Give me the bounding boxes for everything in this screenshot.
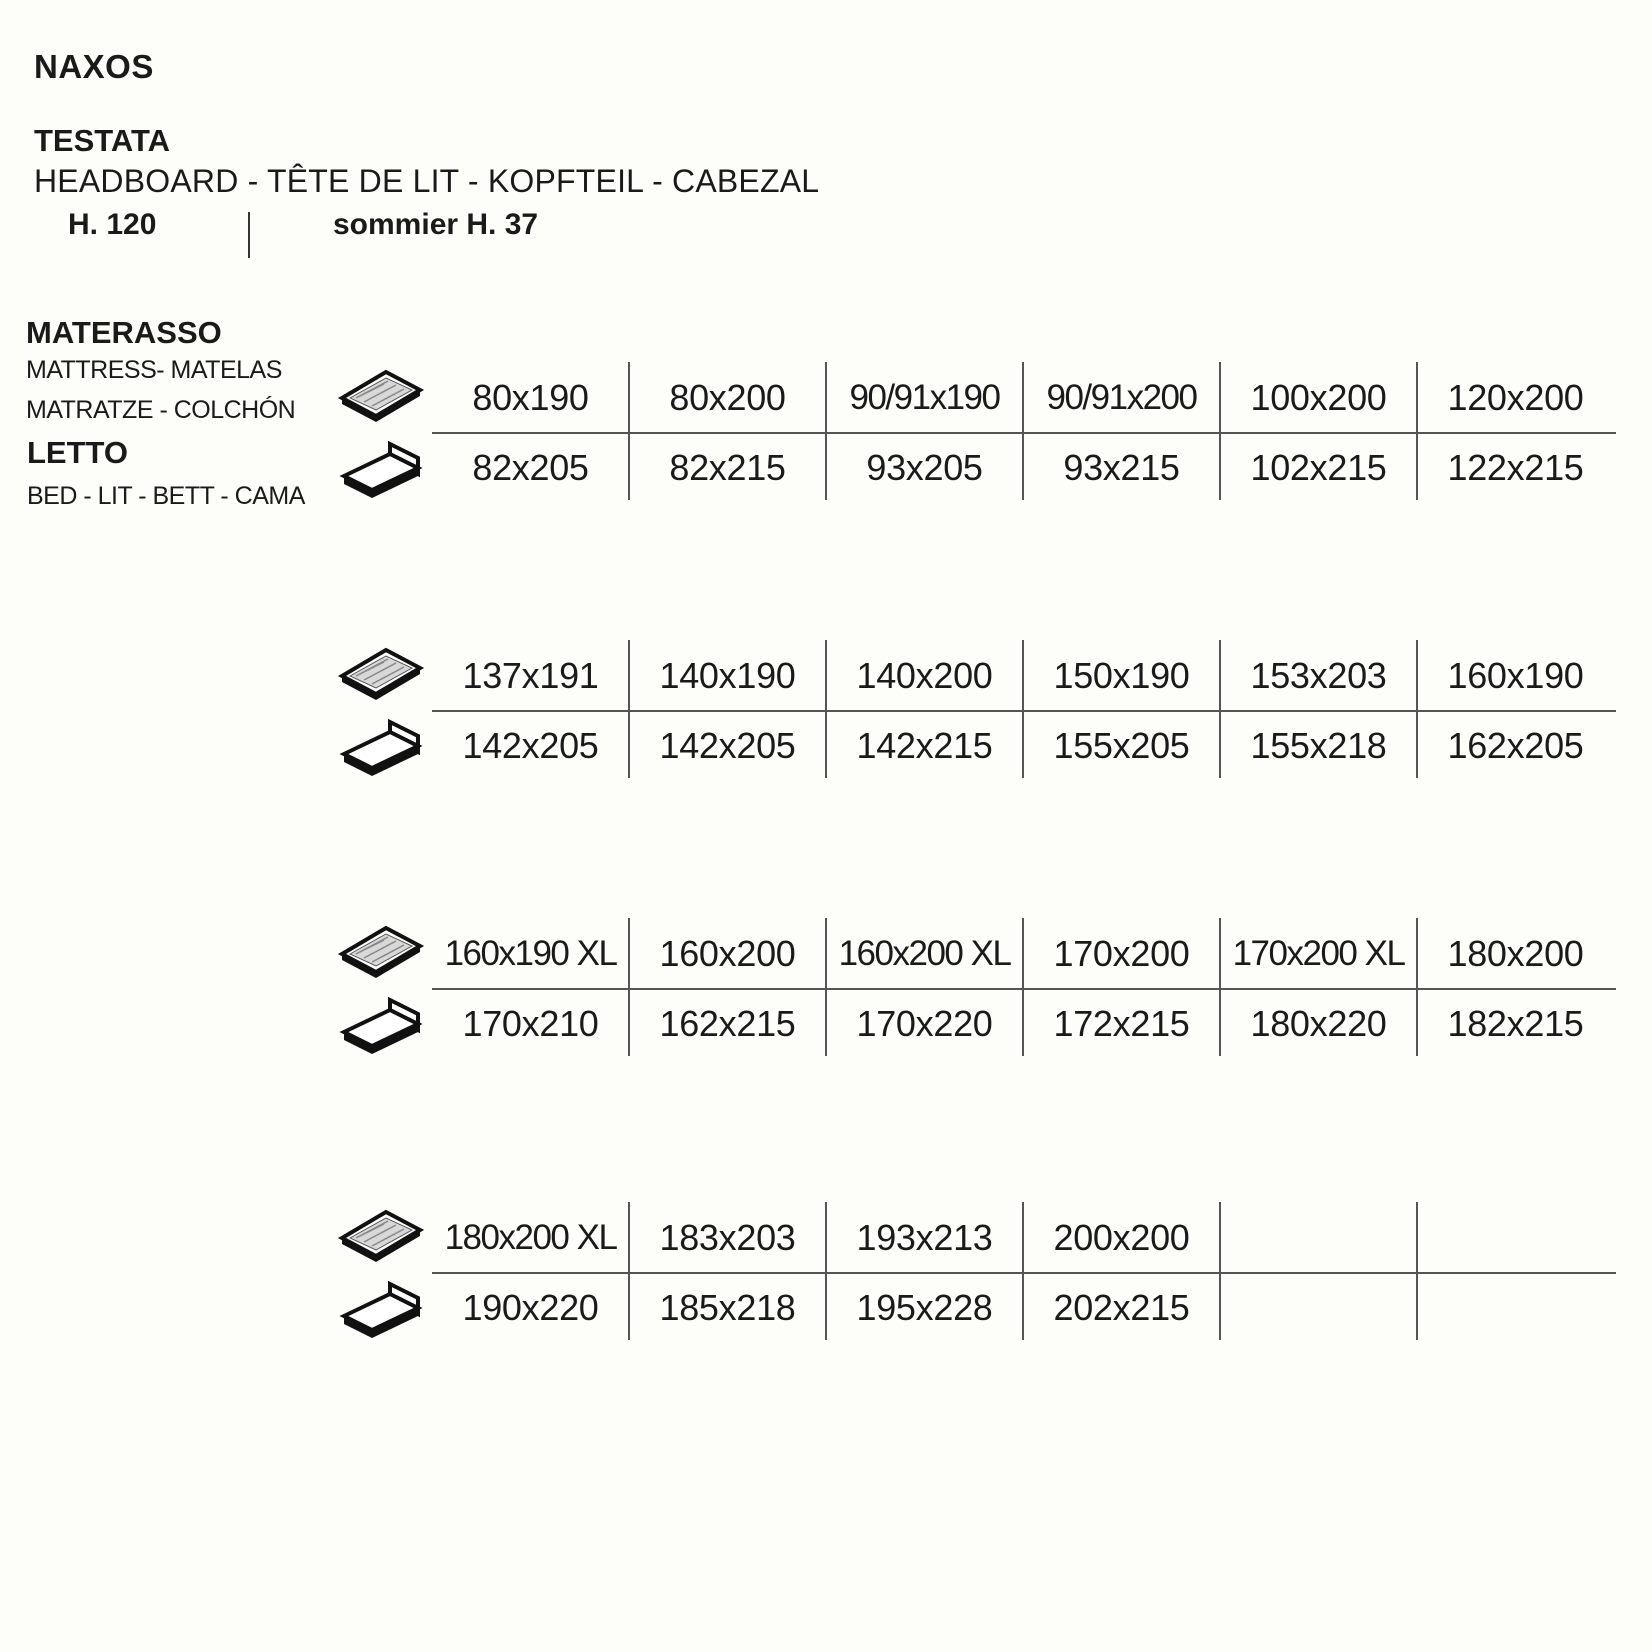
bed-translations: BED - LIT - BETT - CAMA <box>27 482 305 510</box>
bed-size-cell: 162x205 <box>1447 725 1584 766</box>
headboard-height: H. 120 <box>68 208 157 241</box>
bed-label: LETTO <box>27 435 129 470</box>
bed-icon <box>338 1280 424 1340</box>
bed-size-cell: 82x215 <box>669 447 786 488</box>
mattress-size-cell: 80x200 <box>669 377 786 418</box>
bed-size-cell: 142x205 <box>462 725 599 766</box>
bed-size-cell: 190x220 <box>462 1287 599 1328</box>
bed-size-cell: 170x210 <box>462 1003 599 1044</box>
mattress-size-cell: 140x190 <box>659 655 796 696</box>
mattress-size-cell: 160x190 XL <box>444 934 617 973</box>
mattress-translations-2: MATRATZE - COLCHÓN <box>26 396 296 424</box>
bed-size-cell: 170x220 <box>856 1003 993 1044</box>
mattress-translations-1: MATTRESS- MATELAS <box>26 356 282 384</box>
mattress-size-cell: 160x200 XL <box>838 934 1011 973</box>
bed-size-cell: 102x215 <box>1250 447 1387 488</box>
mattress-size-cell: 120x200 <box>1447 377 1584 418</box>
mattress-size-cell: 160x200 <box>659 933 796 974</box>
bed-icon <box>338 996 424 1056</box>
mattress-size-cell: 170x200 XL <box>1232 934 1405 973</box>
size-grid <box>432 640 1616 778</box>
mattress-icon <box>338 922 424 982</box>
mattress-size-cell: 200x200 <box>1053 1217 1190 1258</box>
mattress-icon <box>338 644 424 704</box>
bed-size-cell: 195x228 <box>856 1287 993 1328</box>
mattress-size-cell: 150x190 <box>1053 655 1190 696</box>
bed-size-cell: 142x215 <box>856 725 993 766</box>
bed-size-cell: 82x205 <box>472 447 589 488</box>
mattress-size-cell: 183x203 <box>659 1217 796 1258</box>
bed-size-cell: 180x220 <box>1250 1003 1387 1044</box>
bed-icon <box>338 718 424 778</box>
mattress-size-cell: 80x190 <box>472 377 589 418</box>
bed-size-cell: 93x205 <box>866 447 983 488</box>
mattress-size-cell: 90/91x200 <box>1046 378 1197 417</box>
bed-size-cell: 162x215 <box>659 1003 796 1044</box>
bed-size-cell: 172x215 <box>1053 1003 1190 1044</box>
header-divider <box>248 212 250 258</box>
bed-size-cell: 155x205 <box>1053 725 1190 766</box>
mattress-size-cell: 193x213 <box>856 1217 993 1258</box>
mattress-icon <box>338 1206 424 1266</box>
bed-icon <box>338 440 424 500</box>
bed-size-cell: 155x218 <box>1250 725 1387 766</box>
sommier-height: sommier H. 37 <box>333 208 539 241</box>
size-grid <box>432 1202 1616 1340</box>
column-divider <box>1416 1202 1418 1340</box>
mattress-icon <box>338 366 424 426</box>
bed-size-cell: 202x215 <box>1053 1287 1190 1328</box>
mattress-size-cell: 137x191 <box>462 655 599 696</box>
size-grid <box>432 918 1616 1056</box>
bed-size-cell: 93x215 <box>1063 447 1180 488</box>
mattress-size-cell: 180x200 XL <box>444 1218 617 1257</box>
mattress-size-cell: 90/91x190 <box>849 378 1000 417</box>
mattress-size-cell: 153x203 <box>1250 655 1387 696</box>
mattress-size-cell: 180x200 <box>1447 933 1584 974</box>
headboard-translations: HEADBOARD - TÊTE DE LIT - KOPFTEIL - CABEZAL <box>34 163 820 199</box>
product-title: NAXOS <box>34 48 154 85</box>
bed-size-cell: 182x215 <box>1447 1003 1584 1044</box>
mattress-label: MATERASSO <box>26 315 222 350</box>
mattress-size-cell: 160x190 <box>1447 655 1584 696</box>
mattress-size-cell: 100x200 <box>1250 377 1387 418</box>
bed-size-cell: 142x205 <box>659 725 796 766</box>
size-grid <box>432 362 1616 500</box>
mattress-size-cell: 170x200 <box>1053 933 1190 974</box>
headboard-label: TESTATA <box>34 123 171 158</box>
mattress-size-cell: 140x200 <box>856 655 993 696</box>
bed-size-cell: 122x215 <box>1447 447 1584 488</box>
bed-size-cell: 185x218 <box>659 1287 796 1328</box>
